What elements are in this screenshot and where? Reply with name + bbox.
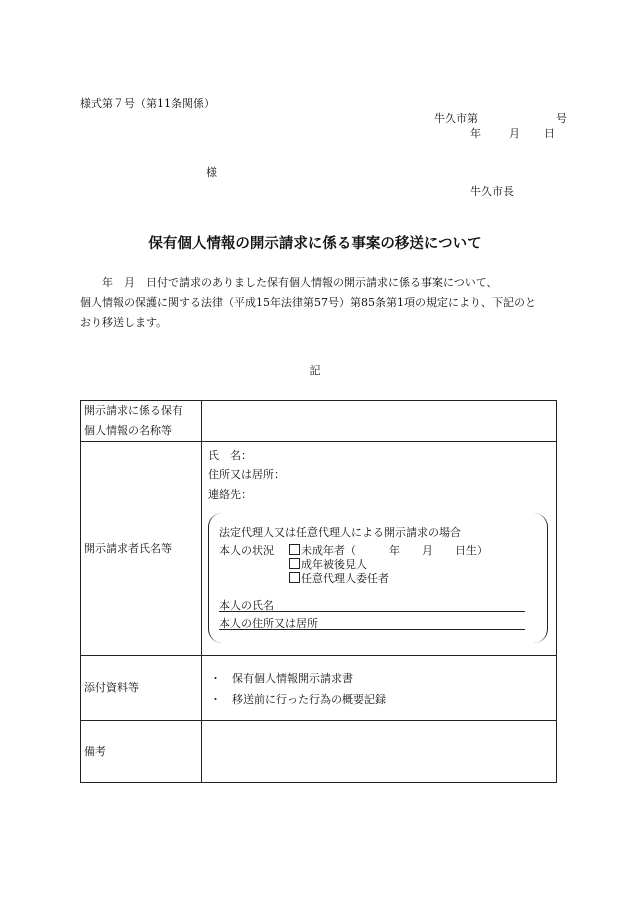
info-name-cell[interactable]	[202, 401, 557, 442]
issue-date	[470, 125, 555, 141]
checkbox-icon[interactable]	[289, 558, 300, 569]
checkbox-icon[interactable]	[289, 544, 300, 555]
option-adult-guardian[interactable]: 成年被後見人	[289, 556, 367, 572]
agent-section	[208, 513, 548, 643]
attachment-item: ・ 保有個人情報開示請求書	[210, 672, 353, 685]
remarks-label: 備考	[81, 721, 202, 783]
requester-cell	[202, 442, 557, 656]
option-agent[interactable]: 任意代理人委任者	[289, 570, 389, 586]
status-label: 本人の状況	[219, 544, 274, 557]
table-row	[81, 656, 557, 721]
info-name-label: 開示請求に係る保有 個人情報の名称等	[81, 401, 202, 442]
checkbox-icon[interactable]	[289, 572, 300, 583]
table-row	[81, 442, 557, 656]
attachments-label: 添付資料等	[81, 656, 202, 721]
attachments-cell	[202, 656, 557, 721]
table-row	[81, 721, 557, 783]
doc-no-prefix: 牛久市第	[434, 112, 478, 125]
date-day: 日	[544, 127, 555, 140]
transfer-form-table	[80, 400, 557, 783]
remarks-cell[interactable]	[202, 721, 557, 783]
contact-field[interactable]: 連絡先：	[208, 488, 252, 501]
principal-name-line[interactable]: 本人の氏名	[219, 597, 525, 612]
requester-label: 開示請求者氏名等	[81, 442, 202, 656]
addressee: 様	[206, 166, 217, 179]
body-line: 年 月 日付で請求のありました保有個人情報の開示請求に係る事案について、	[80, 276, 498, 289]
document-title: 保有個人情報の開示請求に係る事案の移送について	[148, 235, 482, 252]
form-number: 様式第７号（第11条関係）	[80, 97, 215, 110]
sender: 牛久市長	[470, 185, 514, 198]
agent-heading: 法定代理人又は任意代理人による開示請求の場合	[219, 526, 461, 539]
attachment-item: ・ 移送前に行った行為の概要記録	[210, 693, 386, 706]
document-number	[434, 110, 567, 126]
date-month: 月	[509, 127, 520, 140]
table-row	[81, 401, 557, 442]
body-line: 個人情報の保護に関する法律（平成15年法律第57号）第85条第1項の規定により、下記のと	[80, 296, 536, 309]
name-field[interactable]: 氏 名：	[208, 449, 252, 462]
date-year: 年	[470, 127, 481, 140]
body-text	[80, 273, 556, 333]
ki-heading: 記	[309, 364, 321, 377]
option-minor[interactable]: 未成年者（ 年 月 日生）	[289, 542, 488, 558]
principal-address-line[interactable]: 本人の住所又は居所	[219, 615, 525, 630]
address-field[interactable]: 住所又は居所：	[208, 468, 285, 481]
doc-no-suffix: 号	[556, 112, 567, 125]
body-line: おり移送します。	[80, 316, 168, 329]
